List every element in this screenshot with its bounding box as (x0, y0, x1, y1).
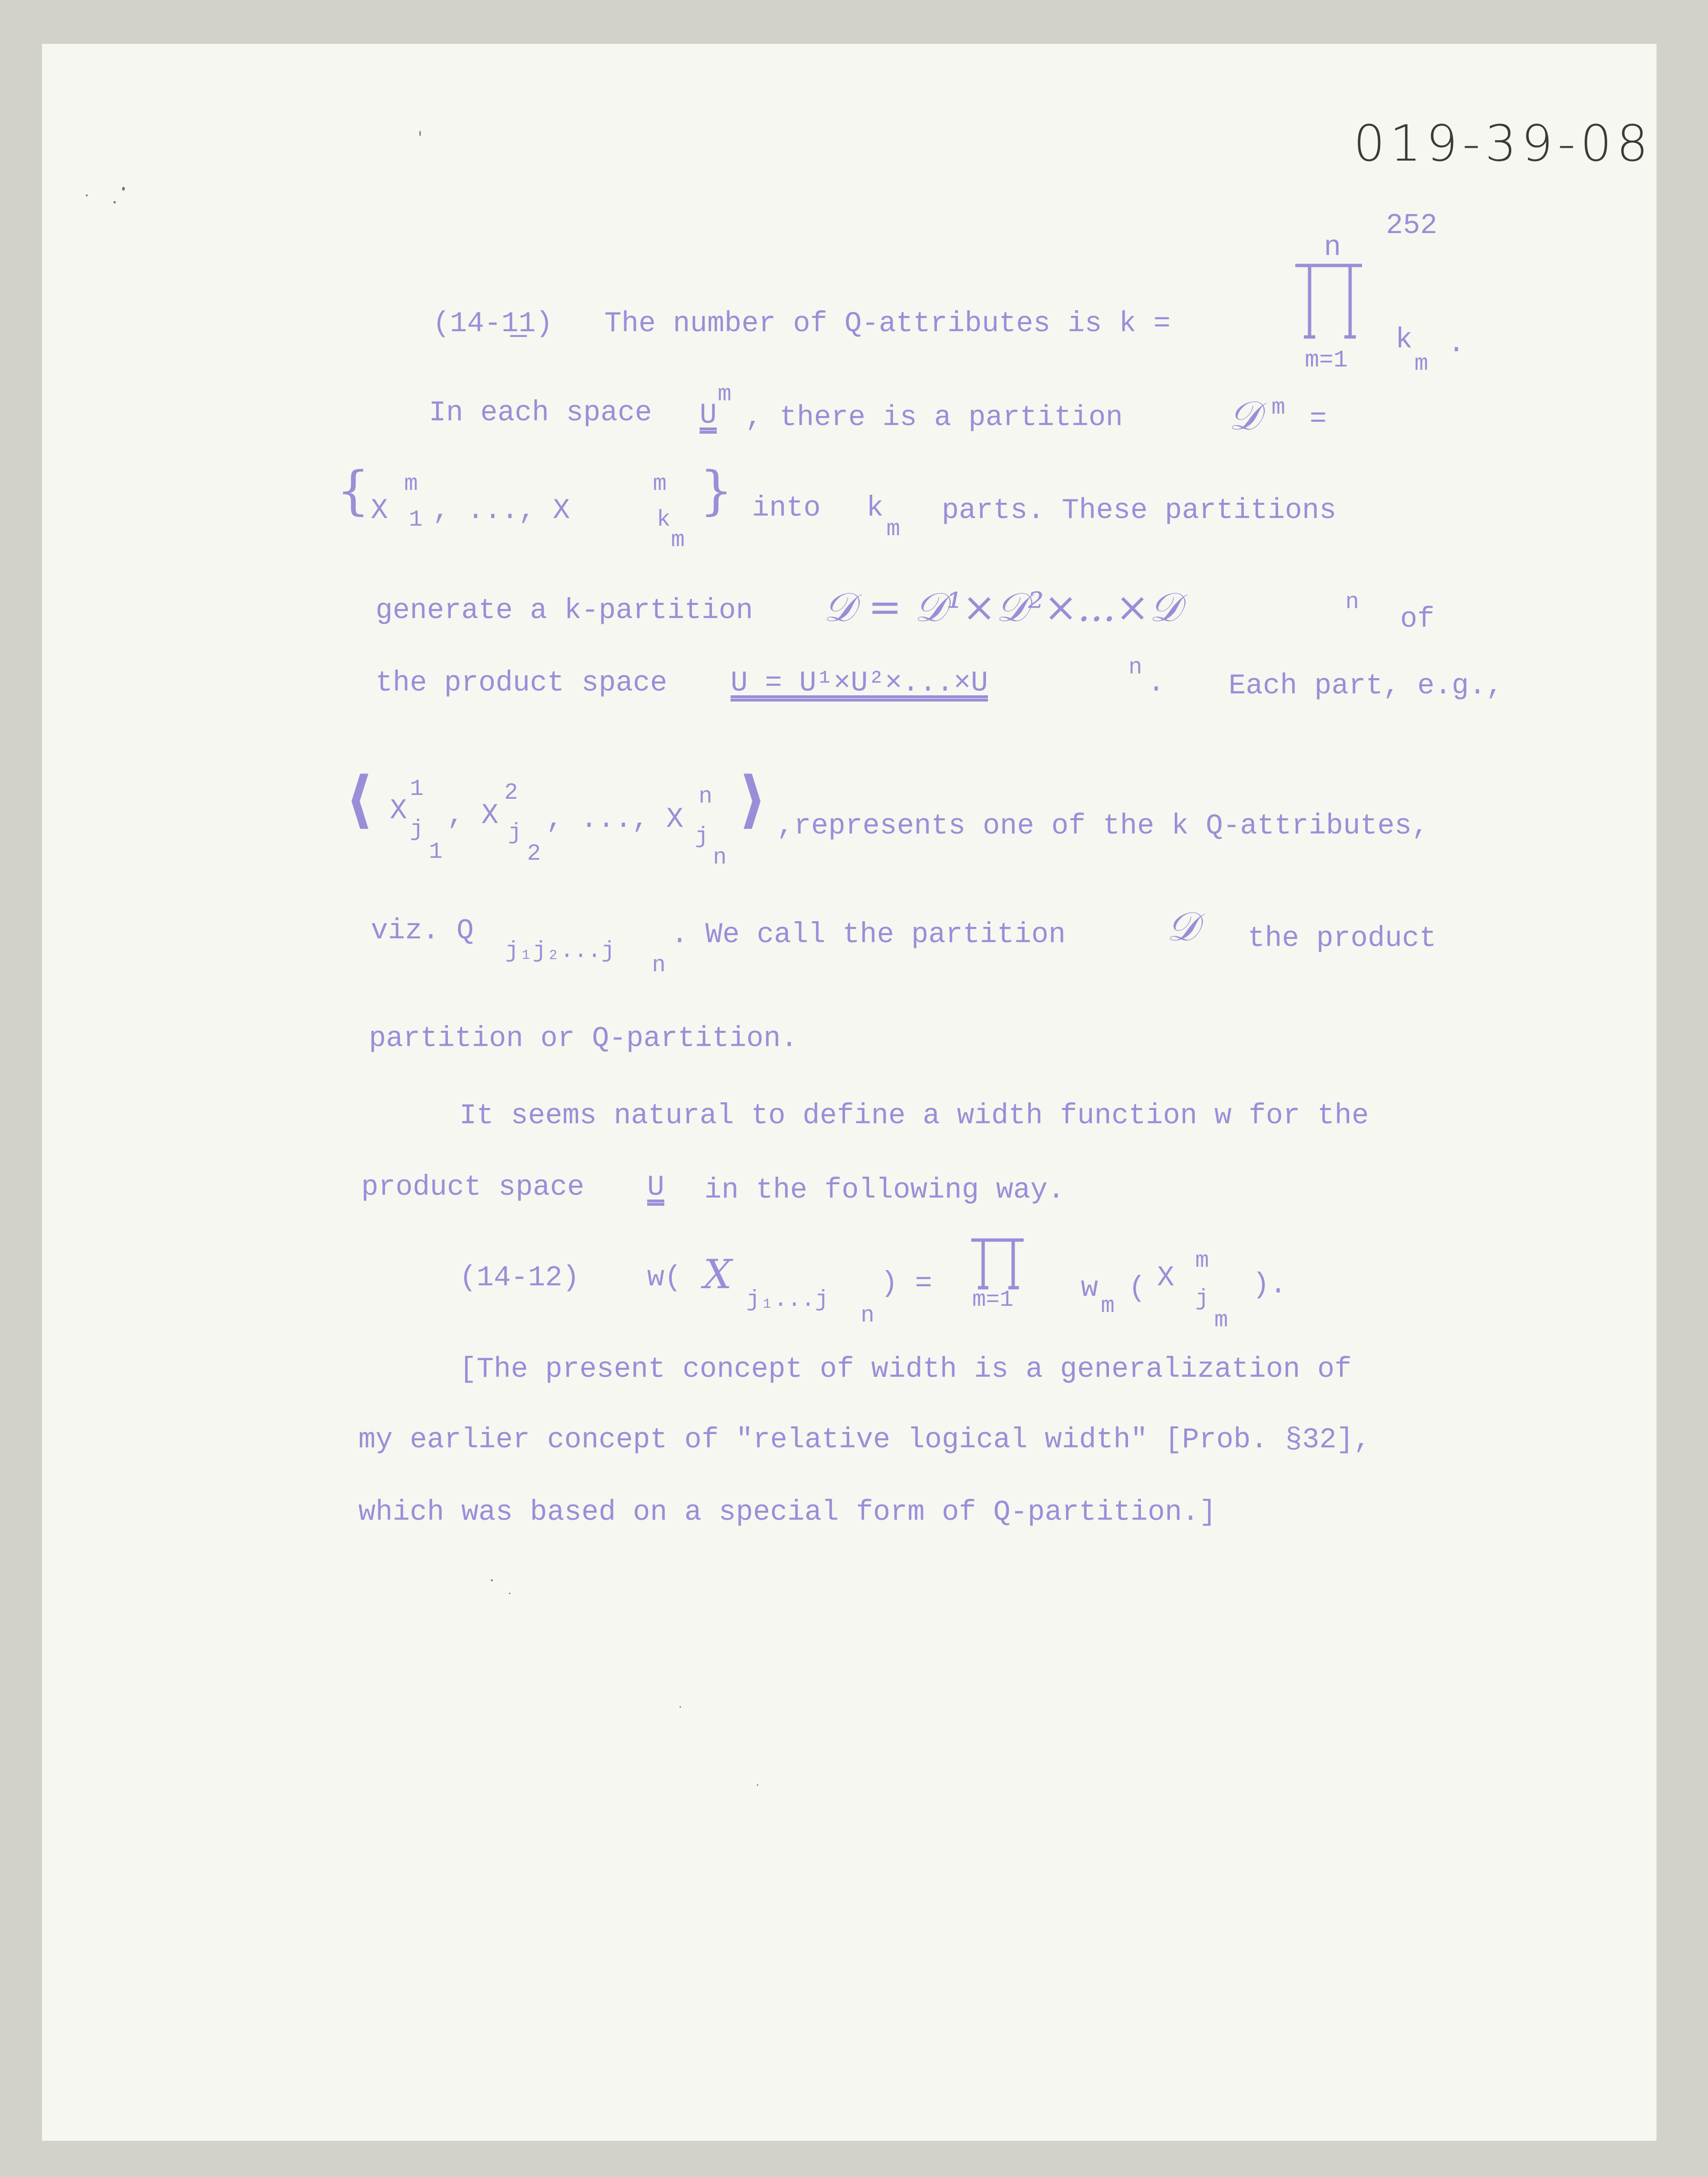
paper-speck (419, 131, 421, 136)
p1-line3-a: generate a k-partition (376, 595, 753, 627)
eq11-prod-bottom: m=1 (1305, 347, 1348, 374)
p1-line1-b: , there is a partition (745, 402, 1123, 434)
p1-X2: , X (447, 800, 499, 832)
p1-X-subsub2: m (671, 528, 685, 553)
p1-X1: X (390, 795, 407, 827)
p1-line7: partition or Q-partition. (369, 1023, 798, 1055)
p1-U-sup: m (718, 382, 732, 407)
eq11-prod-top: n (1324, 232, 1342, 264)
p1-line3-formula: 𝒟 = 𝒟¹×𝒟²×...×𝒟 (824, 584, 1181, 631)
p1-line6-a: viz. Q (371, 915, 474, 947)
eq12-X2-sup: m (1195, 1248, 1209, 1274)
eq11-text: The number of Q-attributes is k = (604, 308, 1171, 340)
p1-line5-b: ,represents one of the k Q-attributes, (777, 810, 1429, 843)
eq12-lhs: w( (647, 1262, 682, 1294)
p1-line6-b: . We call the partition (671, 919, 1066, 951)
p1-X-sup1: m (404, 471, 418, 497)
p1-X3-sub: j (695, 824, 709, 850)
eq12-paren: ( (1128, 1272, 1146, 1305)
p1-D: 𝒟 (1229, 392, 1261, 439)
p1-line2-end: parts. These partitions (942, 495, 1337, 527)
eq12-X-subn: n (861, 1303, 874, 1329)
eq12-rhs-open: ) = (881, 1268, 933, 1300)
paper-speck (86, 194, 88, 196)
archive-number: 019-39-08 (1353, 114, 1653, 173)
p1-line6-subn: n (652, 953, 666, 978)
p1-X1-sub: j (410, 817, 424, 843)
eq12-prod-bottom: m=1 (972, 1287, 1014, 1313)
p1-line3-n: n (1345, 590, 1359, 615)
eq12-w-sub: m (1101, 1293, 1115, 1319)
paper-speck (122, 187, 125, 191)
p2-U: U (647, 1171, 665, 1204)
p3-line1: [The present concept of width is a generalization of (459, 1353, 1352, 1386)
p1-line6-c: the product (1248, 923, 1437, 955)
p1-k: k (866, 492, 884, 525)
p1-line4-b: Each part, e.g., (1229, 670, 1504, 702)
paper-speck (680, 1706, 681, 1708)
p1-X2-sup: 2 (504, 780, 518, 806)
product-symbol (1291, 261, 1367, 342)
p1-mid: , ..., X (433, 495, 570, 527)
p1-D-sup: m (1271, 395, 1285, 421)
eq12-label: (14-12) (459, 1262, 580, 1294)
p1-line4-dot: . (1148, 667, 1165, 700)
p1-X: X (371, 495, 388, 527)
eq12-X: X (703, 1251, 732, 1298)
p1-line4-formula: U = U¹×U²×...×U (731, 667, 988, 700)
p1-line6-sub: j₁j₂...j (505, 938, 615, 964)
eq11-k: k (1395, 324, 1413, 356)
eq12-X2-sub: j (1195, 1286, 1209, 1312)
p1-eq: = (1310, 403, 1327, 436)
p1-X2-sub: j (508, 820, 522, 846)
p2-line2-a: product space (361, 1171, 585, 1204)
page-number: 252 (1386, 210, 1438, 242)
p1-line4-a: the product space (376, 667, 668, 700)
p1-line4-n: n (1128, 655, 1142, 681)
document-page (42, 44, 1657, 2141)
p1-brace-open: { (336, 460, 370, 521)
paper-speck (509, 1593, 510, 1594)
eq12-close: ). (1252, 1269, 1287, 1302)
p1-X-sup2: m (653, 471, 667, 497)
p1-angle-close: ⟩ (739, 763, 767, 835)
eq12-X2-subsub: m (1214, 1308, 1228, 1333)
eq12-X2: X (1157, 1262, 1175, 1294)
p1-line1-a: In each space (429, 397, 652, 429)
p2-line1: It seems natural to define a width function w for the (459, 1100, 1369, 1132)
p1-X-sub1: 1 (409, 507, 423, 533)
p1-line6-D: 𝒟 (1167, 903, 1199, 950)
p1-line3-of: of (1400, 603, 1435, 636)
p1-X3-sup: n (699, 784, 712, 810)
p1-k-sub: m (886, 517, 900, 542)
p1-U: U (700, 399, 717, 432)
paper-speck (757, 1784, 758, 1786)
paper-speck (113, 201, 116, 203)
p2-line2-b: in the following way. (704, 1174, 1065, 1207)
p1-X2-subsub: 2 (527, 841, 541, 867)
p3-line3: which was based on a special form of Q-partition.] (358, 1496, 1217, 1529)
eq11-k-sub: m (1414, 351, 1428, 377)
p1-X1-sup: 1 (410, 776, 424, 802)
p1-X-sub2: k (657, 507, 671, 533)
p1-into: into (752, 492, 821, 525)
eq12-X-sub: j₁...j (746, 1287, 829, 1313)
eq11-label: (14-1̲1) (433, 308, 553, 340)
p1-X1-subsub: 1 (429, 839, 443, 865)
eq11-dot: . (1448, 328, 1465, 360)
p1-angle-open: ⟨ (345, 763, 374, 835)
paper-speck (491, 1579, 493, 1581)
p1-brace-close: } (700, 460, 733, 521)
p3-line2: my earlier concept of "relative logical width" [Prob. §32], (358, 1424, 1371, 1456)
p1-X3: , ..., X (546, 804, 684, 836)
p1-X3-subsub: n (713, 845, 727, 871)
eq12-w: w (1081, 1272, 1098, 1305)
